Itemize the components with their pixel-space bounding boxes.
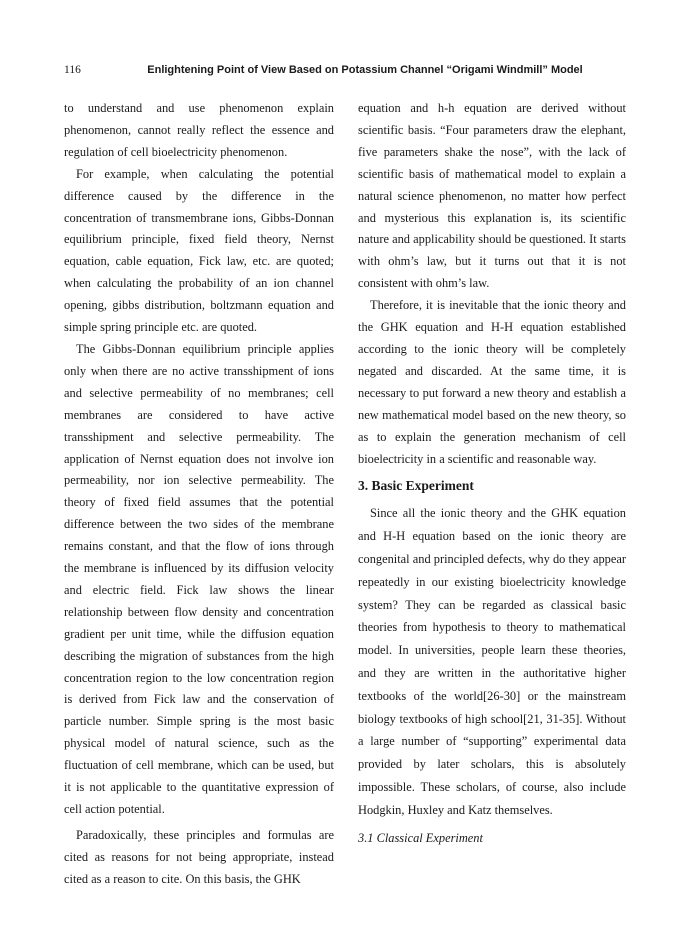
right-column — [358, 98, 626, 849]
left-column — [64, 98, 334, 891]
paragraph: Therefore, it is inevitable that the ionic theory and the GHK equation and H-H equation established according to the ionic theory will be completely negated and discarded. At the same time, it is necessary to put forward a new theory and establish a new mathematical model based on the new theory, so as to explain the generation mechanism of cell bioelectricity in a scientific and reasonable way. — [358, 298, 626, 466]
subsection-heading: 3.1 Classical Experiment — [358, 830, 483, 845]
paragraph: to understand and use phenomenon explain phenomenon, cannot really reflect the essence and regulation of cell bioelectricity phenomenon. — [64, 101, 334, 159]
paragraph: For example, when calculating the potential difference caused by the difference in the concentration of transmembrane ions, Gibbs-Donnan equilibrium principle, fixed field theory, Nernst equation, cable equation, Fick law, etc. are quoted; when calculating the probability of an ion channel opening, gibbs distribution, boltzmann equation and simple spring principle etc. are quoted. — [64, 166, 334, 335]
paragraph: equation and h-h equation are derived without scientific basis. “Four parameters draw the elephant, five parameters shake the nose”, with the lack of scientific basis of mathematical model to explain a natural science phenomenon, no matter how perfect and mysterious this explanation is, its scientific nature and applicability should be questioned. It starts with ohm’s law, but it turns out that it is not consistent with ohm’s law. — [358, 101, 626, 291]
paragraph: The Gibbs-Donnan equilibrium principle applies only when there are no active transshipment of ions and selective permeability of no membranes; cell membranes are considered to have active transshipment and selective permeability. The application of Nernst equation does not involve ion permeability, nor ion selective permeability. The theory of fixed field assumes that the potential difference between the two sides of the membrane remains constant, and that the flow of ions through the membrane is influenced by its diffusion velocity and electric field. Fick law shows the linear relationship between flow density and concentration gradient per unit time, while the diffusion equation describing the migration of substances from the high concentration region to the low concentration region is derived from Fick law and the conservation of particle number. Simple spring is the most basic physical model of natural science, such as the fluctuation of cell membrane, which can be used, but it is not applicable to the quantitative expression of cell action potential. — [64, 341, 334, 816]
paragraph: Paradoxically, these principles and formulas are cited as reasons for not being appropriate, instead cited as a reason to cite. On this basis, the GHK — [64, 827, 334, 886]
section-heading: 3. Basic Experiment — [358, 478, 474, 494]
running-title: Enlightening Point of View Based on Potassium Channel “Origami Windmill” Model — [147, 64, 583, 76]
paragraph: Since all the ionic theory and the GHK equation and H-H equation based on the ionic theory are congenital and principled defects, why do they appear repeatedly in our existing bioelectricity knowledge system? They can be regarded as classical basic theories from hypothesis to theory to mathematical model. In universities, people learn these theories, and they are written in the authoritative higher textbooks of the world[26-30] or the mainstream biology textbooks of high school[21, 31-35]. Without a large number of “supporting” experimental data provided by later scholars, this is absolutely impossible. These scholars, of course, also include Hodgkin, Huxley and Katz themselves. — [358, 506, 626, 817]
page-number: 116 — [64, 64, 81, 76]
